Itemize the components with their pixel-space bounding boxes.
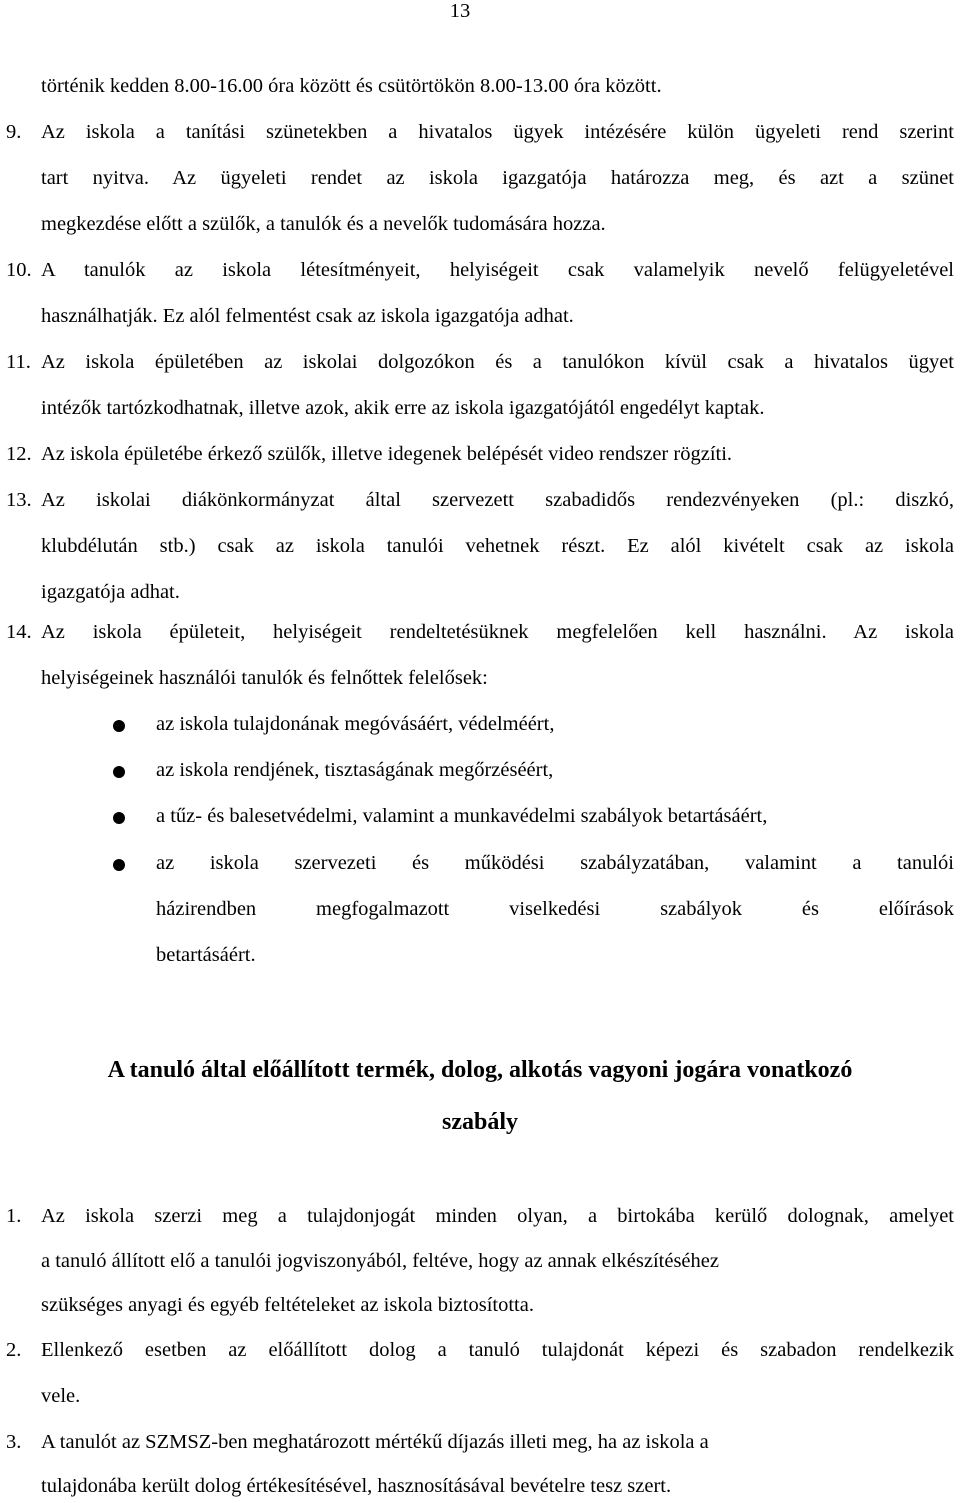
rule-2-number: 2. xyxy=(6,1339,22,1361)
rule-1-number: 1. xyxy=(6,1205,22,1227)
item-14-number: 14. xyxy=(6,621,32,643)
section-heading-line-2: szabály xyxy=(441,1109,518,1135)
item-11-line-1: Az iskola épületében az iskolai dolgozókon és a tanulókon kívül csak a hivatalos ügyet xyxy=(41,352,954,373)
item-12-line-1: Az iskola épületébe érkező szülők, illetve idegenek belépését video rendszer rögzíti. xyxy=(41,443,733,465)
bullet-icon xyxy=(113,812,125,824)
item-10-line-2: használhatják. Ez alól felmentést csak az iskola igazgatója adhat. xyxy=(41,305,574,327)
bullet-item-4-line-3: betartásáért. xyxy=(156,944,256,966)
item-9-line-2: tart nyitva. Az ügyeleti rendet az iskola igazgatója határozza meg, és azt a szünet xyxy=(41,168,954,189)
item-12-number: 12. xyxy=(6,443,32,465)
item-14-line-2: helyiségeinek használói tanulók és felnőttek felelősek: xyxy=(41,667,488,689)
bullet-icon xyxy=(113,859,125,871)
item-9-line-1: Az iskola a tanítási szünetekben a hivatalos ügyek intézésére külön ügyeleti rend szerint xyxy=(41,122,954,143)
rule-2-line-1: Ellenkező esetben az előállított dolog a tanuló tulajdonát képezi és szabadon rendelkezik xyxy=(41,1340,954,1361)
item-11-number: 11. xyxy=(6,351,31,373)
bullet-item-1: az iskola tulajdonának megóvásáért, védelméért, xyxy=(156,713,555,735)
item-14-line-1: Az iskola épületeit, helyiségeit rendeltetésüknek megfelelően kell használni. Az iskola xyxy=(41,622,954,643)
rule-2-line-2: vele. xyxy=(41,1385,81,1407)
bullet-item-4-line-2: házirendben megfogalmazott viselkedési szabályok és előírások xyxy=(156,899,954,920)
rule-3-line-2: tulajdonába került dolog értékesítésével, hasznosításával bevételre tesz szert. xyxy=(41,1475,672,1497)
bullet-icon xyxy=(113,766,125,778)
rule-1-line-2: a tanuló állított elő a tanulói jogviszonyából, feltéve, hogy az annak elkészítéséhez xyxy=(41,1250,719,1272)
rule-1-line-1: Az iskola szerzi meg a tulajdonjogát minden olyan, a birtokába kerülő dolognak, amelyet xyxy=(41,1206,954,1227)
item-13-line-1: Az iskolai diákönkormányzat által szervezett szabadidős rendezvényeken (pl.: diszkó, xyxy=(41,490,954,511)
bullet-item-4-line-1: az iskola szervezeti és működési szabályzatában, valamint a tanulói xyxy=(156,853,954,874)
item-9-number: 9. xyxy=(6,121,22,143)
rule-3-number: 3. xyxy=(6,1431,22,1453)
item-13-line-2: klubdélután stb.) csak az iskola tanulói vehetnek részt. Ez alól kivételt csak az iskola xyxy=(41,536,954,557)
bullet-icon xyxy=(113,720,125,732)
section-heading-line-1: A tanuló által előállított termék, dolog, alkotás vagyoni jogára vonatkozó xyxy=(107,1057,853,1083)
item-13-number: 13. xyxy=(6,489,32,511)
bullet-item-3: a tűz- és balesetvédelmi, valamint a munkavédelmi szabályok betartásáért, xyxy=(156,805,768,827)
rule-3-line-1: A tanulót az SZMSZ-ben meghatározott mértékű díjazás illeti meg, ha az iskola a xyxy=(41,1431,709,1453)
item-11-line-2: intézők tartózkodhatnak, illetve azok, akik erre az iskola igazgatójától engedélyt kaptak. xyxy=(41,397,765,419)
item-8-tail: történik kedden 8.00-16.00 óra között és csütörtökön 8.00-13.00 óra között. xyxy=(41,75,662,97)
item-9-line-3: megkezdése előtt a szülők, a tanulók és a nevelők tudomására hozza. xyxy=(41,213,606,235)
item-13-line-3: igazgatója adhat. xyxy=(41,581,180,603)
page-number: 13 xyxy=(449,0,471,22)
item-10-number: 10. xyxy=(6,259,32,281)
bullet-item-2: az iskola rendjének, tisztaságának megőrzéséért, xyxy=(156,759,554,781)
item-10-line-1: A tanulók az iskola létesítményeit, helyiségeit csak valamelyik nevelő felügyeletével xyxy=(41,260,954,281)
rule-1-line-3: szükséges anyagi és egyéb feltételeket az iskola biztosította. xyxy=(41,1294,534,1316)
